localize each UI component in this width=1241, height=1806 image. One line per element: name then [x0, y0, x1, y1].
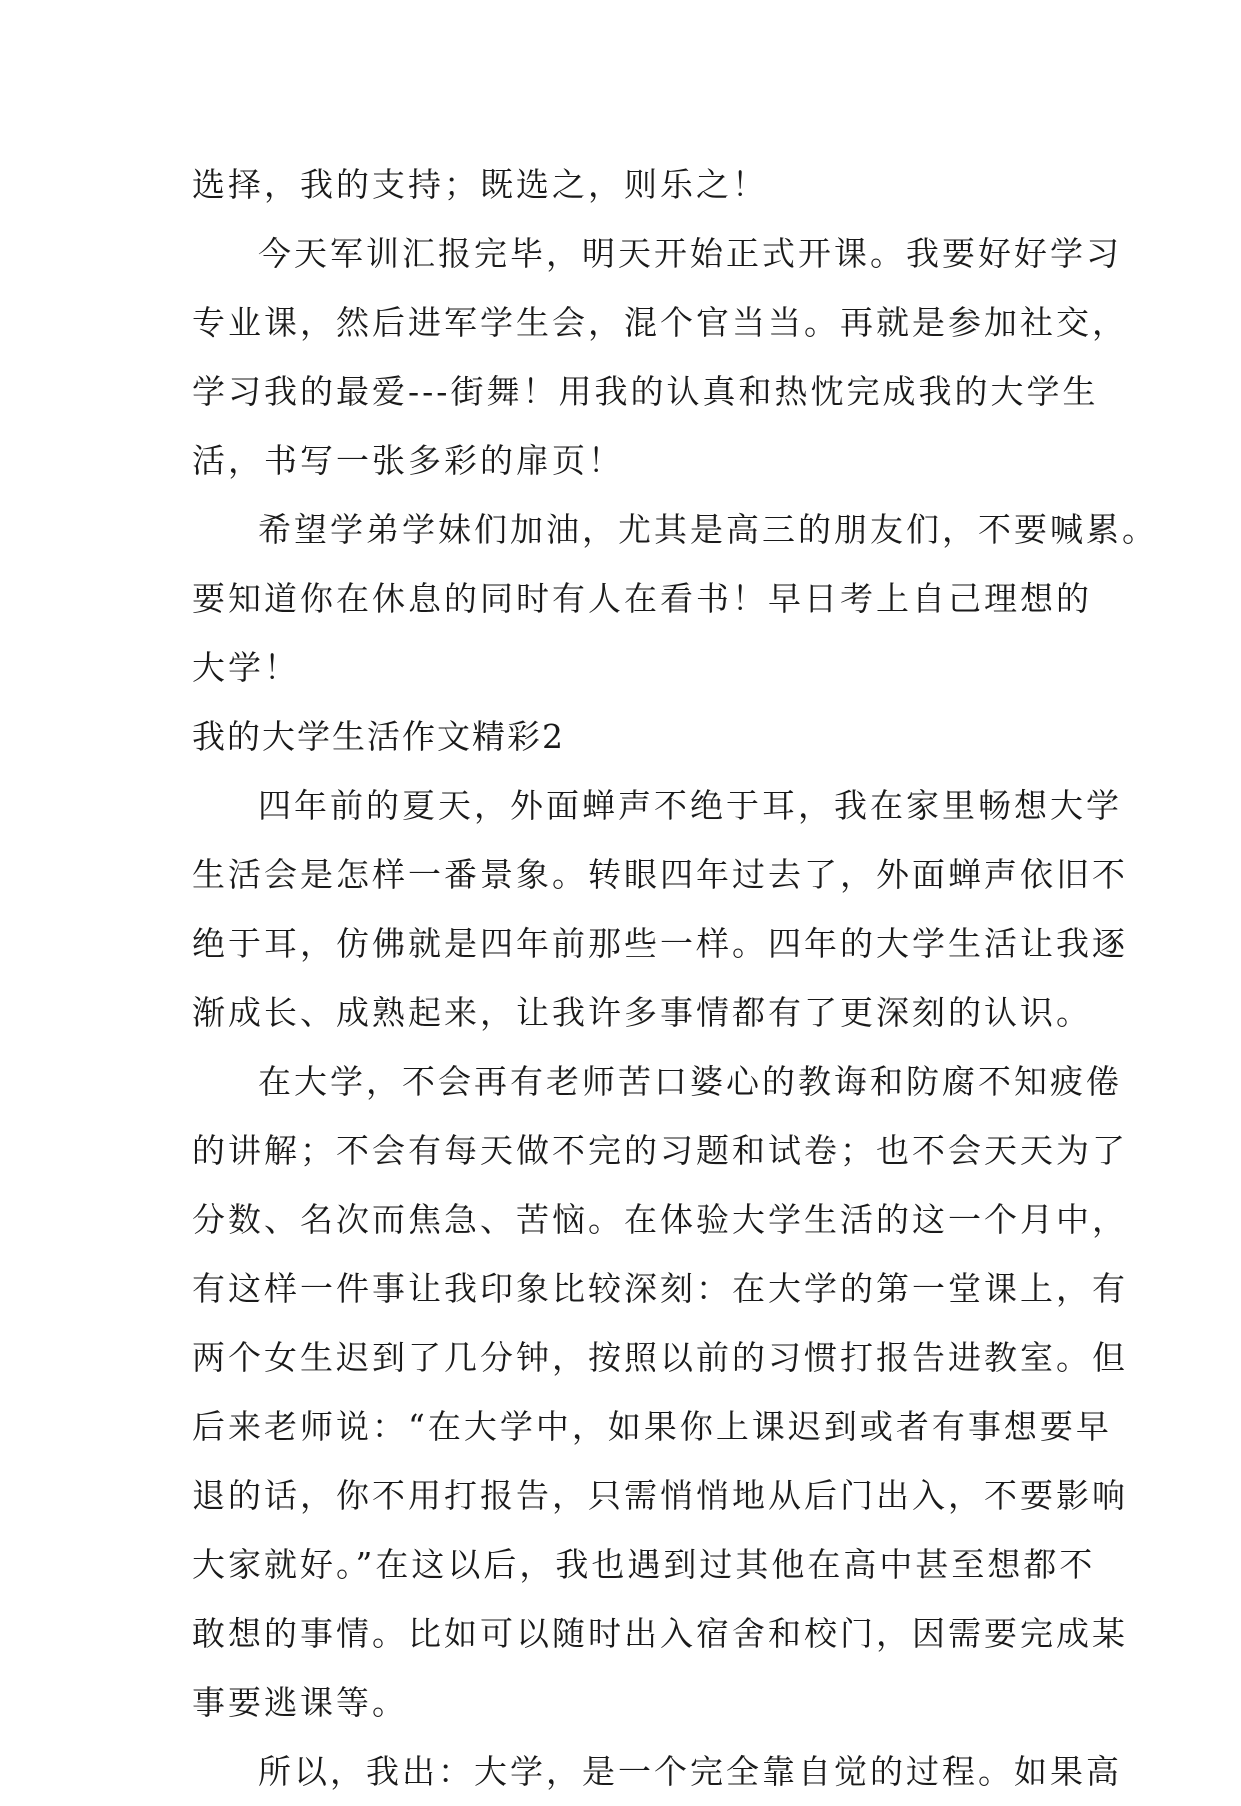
- text-line: 活，书写一张多彩的扉页！: [192, 441, 624, 480]
- text-line: 大学！: [192, 648, 300, 687]
- text-line: 要知道你在休息的同时有人在看书！早日考上自己理想的: [192, 579, 1092, 618]
- text-line: 绝于耳，仿佛就是四年前那些一样。四年的大学生活让我逐: [192, 924, 1128, 963]
- paragraph: [192, 1737, 1122, 1806]
- text-line: 大家就好。”在这以后，我也遇到过其他在高中甚至想都不: [192, 1545, 1096, 1584]
- text-line: 选择，我的支持；既选之，则乐之！: [192, 165, 768, 204]
- paragraph: [192, 219, 1128, 495]
- paragraph: [192, 495, 1158, 702]
- text-line: 渐成长、成熟起来，让我许多事情都有了更深刻的认识。: [192, 993, 1092, 1032]
- text-line: 后来老师说：“在大学中，如果你上课迟到或者有事想要早: [192, 1407, 1112, 1446]
- text-line: 分数、名次而焦急、苦恼。在体验大学生活的这一个月中，: [192, 1200, 1128, 1239]
- paragraph: [192, 1047, 1128, 1737]
- text-line: 希望学弟学妹们加油，尤其是高三的朋友们，不要喊累。: [258, 510, 1158, 549]
- text-line: 退的话，你不用打报告，只需悄悄地从后门出入，不要影响: [192, 1476, 1128, 1515]
- text-line: 事要逃课等。: [192, 1683, 408, 1722]
- text-line: 四年前的夏天，外面蝉声不绝于耳，我在家里畅想大学: [258, 786, 1122, 825]
- text-line: 生活会是怎样一番景象。转眼四年过去了，外面蝉声依旧不: [192, 855, 1128, 894]
- document-body: [192, 150, 1158, 1806]
- text-line: 专业课，然后进军学生会，混个官当当。再就是参加社交，: [192, 303, 1128, 342]
- paragraph-continuation: [192, 150, 1072, 219]
- text-line: 的讲解；不会有每天做不完的习题和试卷；也不会天天为了: [192, 1131, 1128, 1170]
- section-heading: [192, 702, 1072, 771]
- heading-text: 我的大学生活作文精彩2: [192, 717, 565, 756]
- text-line: 今天军训汇报完毕，明天开始正式开课。我要好好学习: [258, 234, 1122, 273]
- text-line: 有这样一件事让我印象比较深刻：在大学的第一堂课上，有: [192, 1269, 1128, 1308]
- paragraph: [192, 771, 1128, 1047]
- text-line: 在大学，不会再有老师苦口婆心的教诲和防腐不知疲倦: [258, 1062, 1122, 1101]
- text-line: 学习我的最爱---街舞！用我的认真和热忱完成我的大学生: [192, 372, 1099, 411]
- text-line: 敢想的事情。比如可以随时出入宿舍和校门，因需要完成某: [192, 1614, 1128, 1653]
- text-line: 所以，我出：大学，是一个完全靠自觉的过程。如果高: [258, 1752, 1122, 1791]
- text-line: 两个女生迟到了几分钟，按照以前的习惯打报告进教室。但: [192, 1338, 1128, 1377]
